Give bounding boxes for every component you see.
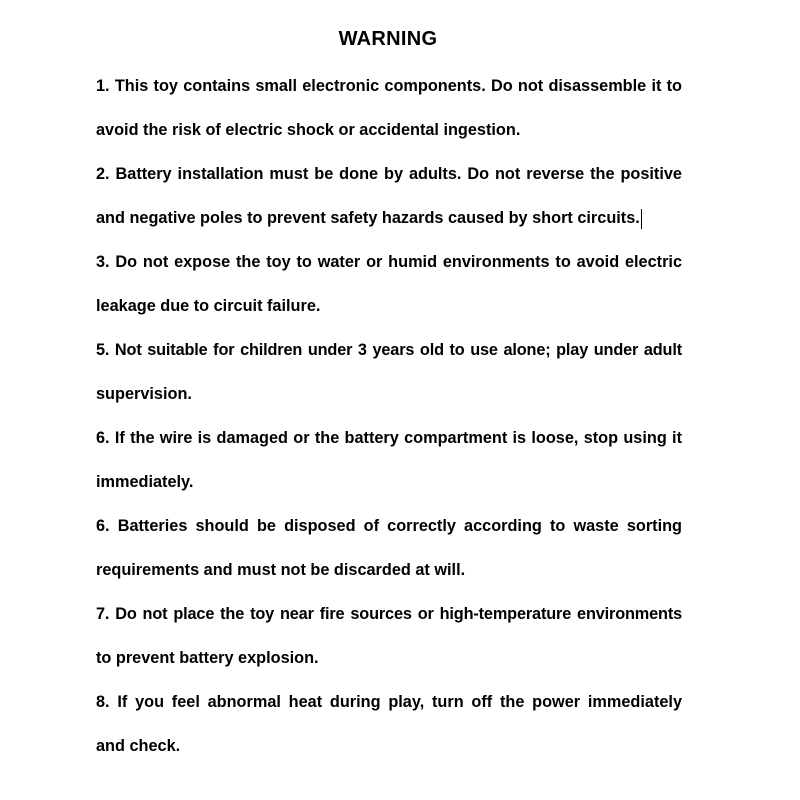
warning-item-6a-line-1: 6. If the wire is damaged or the battery compartment is loose, stop using it (96, 429, 682, 447)
warning-item-8 (96, 680, 682, 768)
text-cursor (641, 209, 642, 229)
warning-item-8-line-2: and check. (96, 737, 181, 755)
warning-item-5-line-1: 5. Not suitable for children under 3 years old to use alone; play under adult (96, 341, 682, 359)
warning-item-6b-line-2: requirements and must not be discarded at will. (96, 561, 466, 579)
warning-item-2-line-2: and negative poles to prevent safety hazards caused by short circuits. (96, 209, 640, 227)
warning-item-6a-line-2: immediately. (96, 473, 194, 491)
warning-item-1 (96, 64, 682, 152)
warning-item-5 (96, 328, 682, 416)
warning-item-7-line-1: 7. Do not place the toy near fire sources or high-temperature environments (96, 605, 682, 623)
warning-item-3-line-2: leakage due to circuit failure. (96, 297, 321, 315)
warning-item-5-line-2: supervision. (96, 385, 192, 403)
warning-item-2-line-1: 2. Battery installation must be done by adults. Do not reverse the positive (96, 165, 682, 183)
warning-item-1-line-1: 1. This toy contains small electronic components. Do not disassemble it to (96, 77, 682, 95)
warning-item-6a (96, 416, 682, 504)
warning-item-3-line-1: 3. Do not expose the toy to water or humid environments to avoid electric (96, 253, 682, 271)
warning-item-2-line-2-wrap (96, 196, 682, 240)
warning-item-6b-line-1: 6. Batteries should be disposed of correctly according to waste sorting (96, 517, 682, 535)
warning-item-7 (96, 592, 682, 680)
document-title: WARNING (338, 28, 438, 50)
warning-list (96, 64, 682, 768)
warning-item-8-line-1: 8. If you feel abnormal heat during play, turn off the power immediately (96, 693, 682, 711)
warning-item-1-line-2: avoid the risk of electric shock or accidental ingestion. (96, 121, 521, 139)
warning-item-7-line-2: to prevent battery explosion. (96, 649, 319, 667)
warning-item-6b (96, 504, 682, 592)
warning-item-3 (96, 240, 682, 328)
warning-item-2 (96, 152, 682, 240)
